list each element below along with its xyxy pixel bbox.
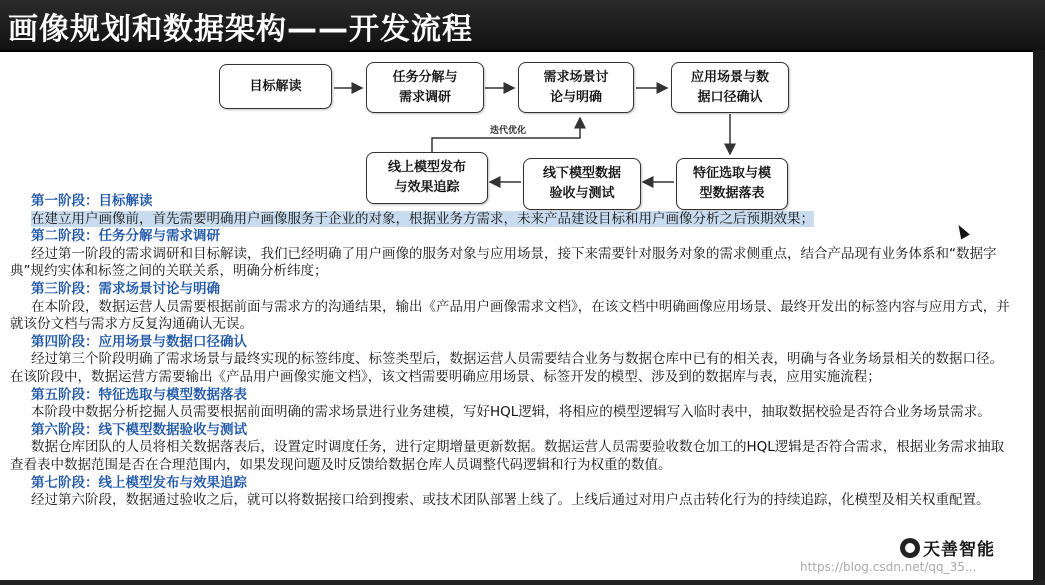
stage-1-highlight: 在建立用户画像前，首先需要明确用户画像服务于企业的对象，根据业务方需求，未来产品建设目标和用户画像分析之后预期效果；: [31, 210, 814, 227]
stage-2-heading: 第二阶段：任务分解与需求调研: [31, 228, 220, 245]
stage-1-body: [10, 211, 1010, 229]
stage-4-heading: 第四阶段：应用场景与数据口径确认: [31, 333, 247, 350]
stage-5-body: 本阶段中数据分析挖掘人员需要根据前面明确的需求场景进行业务建模，写好HQL逻辑，将相应的模型逻辑写入临时表中，抽取数据校验是否符合业务场景需求。: [31, 404, 991, 421]
csdn-watermark: https://blog.csdn.net/qq_35...: [800, 560, 977, 574]
flow-box-online-release: 线上模型发布 与效果追踪: [366, 152, 488, 204]
stage-3-heading: 第三阶段：需求场景讨论与明确: [31, 280, 220, 297]
stage-5-heading: 第五阶段：特征选取与模型数据落表: [31, 386, 247, 403]
stage-1-heading: 第一阶段：目标解读: [31, 193, 153, 209]
page-title: 画像规划和数据架构——开发流程: [8, 12, 473, 47]
stage-2-body: 经过第一阶段的需求调研和目标解读，我们已经明确了用户画像的服务对象与应用场景，接下来需要针对服务对象的需求侧重点，结合产品现有业务体系和“数据字典”规约实体和标签之间的关联关系，明确分析纬度；: [10, 245, 997, 280]
flow-box-offline-test: 线下模型数据 验收与测试: [523, 158, 641, 210]
stage-6-heading: 第六阶段：线下模型数据验收与测试: [31, 421, 247, 438]
logo-mark-icon: [900, 538, 920, 558]
stage-list: [10, 193, 1010, 510]
flow-box-target: 目标解读: [219, 64, 332, 109]
loop-label: 迭代优化: [490, 126, 527, 136]
logo-text: 天善智能: [923, 540, 995, 560]
stage-7-heading: 第七阶段：线上模型发布与效果追踪: [31, 474, 247, 491]
stage-3-body: 在本阶段，数据运营人员需要根据前面与需求方的沟通结果，输出《产品用户画像需求文档》，在该文档中明确画像应用场景、最终开发出的标签内容与应用方式，并就该份文档与需求方反复沟通确认无误。: [10, 298, 1010, 333]
stage-6-body: 数据仓库团队的人员将相关数据落表后，设置定时调度任务，进行定期增量更新数据。数据运营人员需要验收数仓加工的HQL逻辑是否符合需求，根据业务需求抽取查看表中数据范围是否在合理范围内，如果发现问题及时反馈给数据仓库人员调整代码逻辑和行为权重的数值。: [10, 439, 1005, 473]
bottom-edge: [0, 580, 1045, 585]
right-edge: [1033, 50, 1045, 585]
stage-7-body: 经过第六阶段，数据通过验收之后，就可以将数据接口给到搜索、或技术团队部署上线了。上线后通过对用户点击转化行为的持续追踪，化模型及相关权重配置。: [31, 492, 990, 509]
flow-box-decompose: 任务分解与 需求调研: [366, 62, 484, 113]
tianshan-logo: [900, 535, 995, 560]
stage-4-body: 经过第三个阶段明确了需求场景与最终实现的标签纬度、标签类型后，数据运营人员需要结合业务与数据仓库中已有的相关表，明确与各业务场景相关的数据口径。在该阶段中，数据运营方需要输出《产品用户画像实施文档》，该文档需要明确应用场景、标签开发的模型、涉及到的数据库与表，应用实施流程；: [10, 351, 1003, 385]
flow-box-feature: 特征选取与模 型数据落表: [676, 158, 788, 210]
flow-box-scenario: 需求场景讨 论与明确: [518, 62, 634, 113]
title-bar: [0, 0, 1045, 52]
flow-box-application: 应用场景与数 据口径确认: [671, 62, 789, 113]
